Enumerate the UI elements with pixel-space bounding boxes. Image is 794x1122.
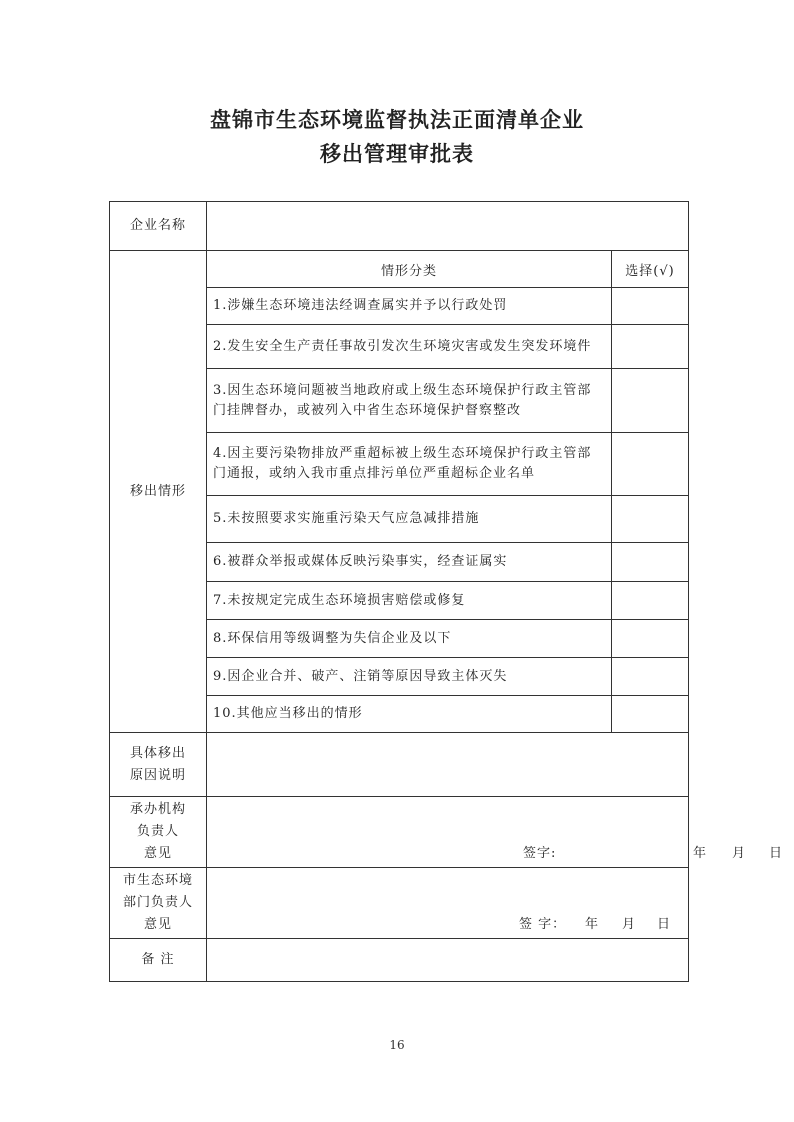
situation-checkbox-1[interactable]: [612, 288, 689, 325]
situation-item-8: 8.环保信用等级调整为失信企业及以下: [207, 620, 612, 658]
reason-label-line-2: 原因说明: [129, 767, 186, 783]
category-column-header: 情形分类: [207, 251, 612, 288]
city-month-label: 月: [622, 917, 637, 932]
city-opinion-label: [110, 868, 207, 939]
handler-opinion-label: [110, 797, 207, 868]
handler-label-line-1: 承办机构: [129, 802, 186, 817]
city-sign-label: 签 字：: [519, 917, 567, 932]
situation-checkbox-7[interactable]: [612, 582, 689, 620]
handler-label-line-3: 意见: [143, 846, 172, 861]
situation-item-7: 7.未按规定完成生态环境损害赔偿或修复: [207, 582, 612, 620]
handler-month-label: 月: [732, 846, 747, 861]
situation-checkbox-2[interactable]: [612, 325, 689, 369]
page-number: 16: [389, 1038, 405, 1052]
city-label-line-1: 市生态环境: [122, 873, 193, 888]
situation-checkbox-5[interactable]: [612, 496, 689, 543]
reason-label-line-1: 具体移出: [129, 745, 186, 761]
reason-label: [110, 733, 207, 797]
situation-item-1: 1.涉嫌生态环境违法经调查属实并予以行政处罚: [207, 288, 612, 325]
situation-item-10: 10.其他应当移出的情形: [207, 696, 612, 733]
handler-day-label: 日: [769, 846, 784, 861]
remarks-label: 备 注: [110, 939, 207, 982]
select-column-header: 选择(√): [612, 251, 689, 288]
situation-checkbox-9[interactable]: [612, 658, 689, 696]
situation-item-9: 9.因企业合并、破产、注销等原因导致主体灭失: [207, 658, 612, 696]
city-day-label: 日: [657, 917, 672, 932]
reason-field[interactable]: [207, 733, 689, 797]
handler-year-label: 年: [693, 846, 708, 861]
city-label-line-3: 意见: [143, 917, 172, 932]
document-title-line-1: 盘锦市生态环境监督执法正面清单企业: [210, 108, 584, 132]
situation-checkbox-10[interactable]: [612, 696, 689, 733]
remarks-field[interactable]: [207, 939, 689, 982]
situation-checkbox-4[interactable]: [612, 433, 689, 496]
situation-label: 移出情形: [110, 251, 207, 733]
handler-label-line-2: 负责人: [136, 824, 179, 839]
company-name-value-field[interactable]: [207, 202, 689, 251]
situation-item-4: 4.因主要污染物排放严重超标被上级生态环境保护行政主管部门通报，或纳入我市重点排污单位严重超标企业名单: [207, 433, 612, 496]
situation-item-3: 3.因生态环境问题被当地政府或上级生态环境保护行政主管部门挂牌督办，或被列入中省生态环境保护督察整改: [207, 369, 612, 433]
situation-item-5: 5.未按照要求实施重污染天气应急减排措施: [207, 496, 612, 543]
document-title-line-2: 移出管理审批表: [320, 142, 474, 166]
approval-form-table: [109, 201, 784, 982]
situation-checkbox-6[interactable]: [612, 543, 689, 582]
city-label-line-2: 部门负责人: [122, 895, 193, 910]
situation-item-6: 6.被群众举报或媒体反映污染事实，经查证属实: [207, 543, 612, 582]
handler-sign-label: 签字:: [523, 846, 557, 861]
situation-checkbox-8[interactable]: [612, 620, 689, 658]
city-year-label: 年: [585, 917, 600, 932]
situation-item-2: 2.发生安全生产责任事故引发次生环境灾害或发生突发环境件: [207, 325, 612, 369]
situation-checkbox-3[interactable]: [612, 369, 689, 433]
handler-opinion-field[interactable]: [207, 797, 784, 868]
company-name-label: 企业名称: [110, 202, 207, 251]
city-opinion-field[interactable]: [207, 868, 689, 939]
